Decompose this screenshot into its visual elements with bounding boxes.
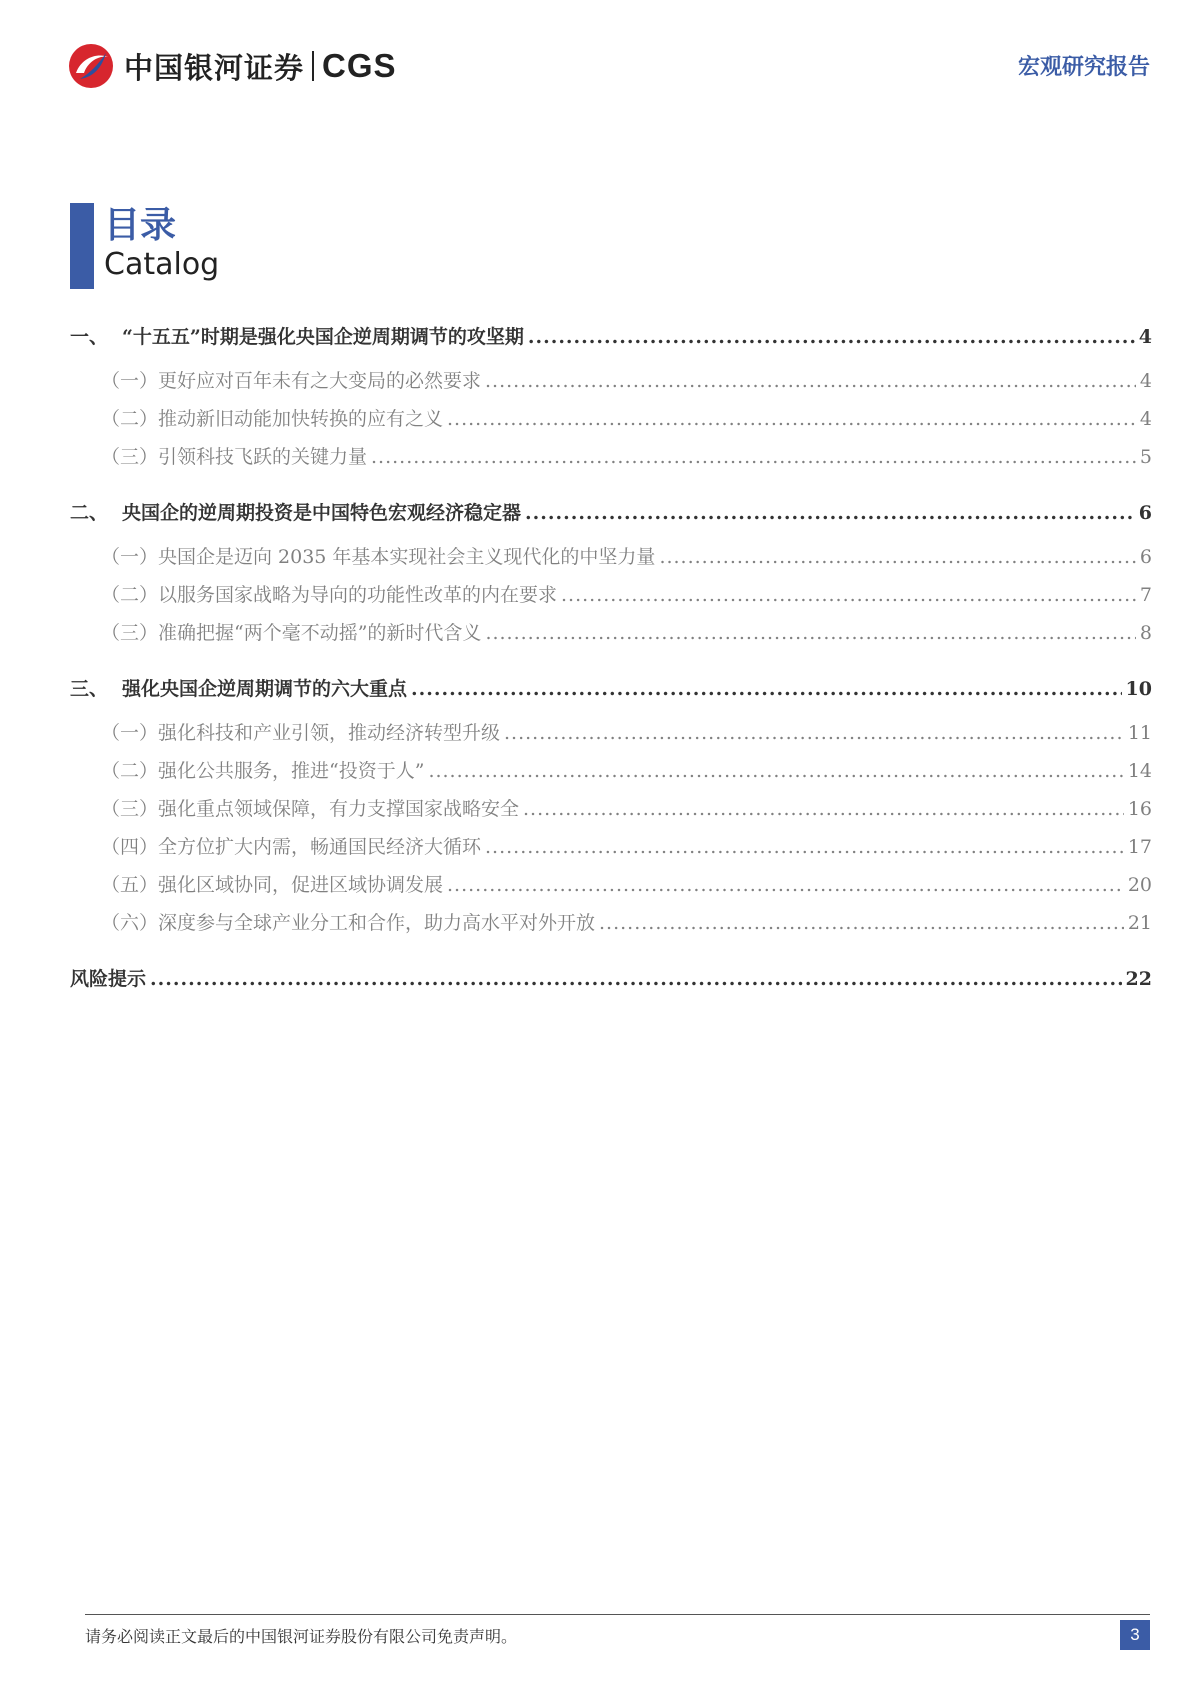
toc-leader-dots	[447, 400, 1136, 438]
toc-item[interactable]	[70, 866, 1152, 904]
toc-item-title: （一）更好应对百年未有之大变局的必然要求	[101, 370, 482, 392]
footer-divider	[85, 1614, 1150, 1615]
toc-leader-dots	[504, 714, 1124, 752]
toc-item-title: （一）央国企是迈向 2035 年基本实现社会主义现代化的中坚力量	[101, 546, 656, 568]
toc-item[interactable]	[70, 576, 1152, 614]
toc-item[interactable]	[70, 362, 1152, 400]
page-number-badge: 3	[1120, 1620, 1150, 1650]
logo-chinese-name: 中国银河证券	[124, 50, 305, 85]
logo-divider	[312, 51, 314, 81]
toc-item[interactable]	[70, 400, 1152, 438]
toc-item-title: （六）深度参与全球产业分工和合作，助力高水平对外开放	[101, 912, 596, 934]
toc-item-title: （五）强化区域协同，促进区域协调发展	[101, 874, 444, 896]
catalog-title-cn: 目录	[104, 204, 177, 246]
toc-leader-dots	[428, 752, 1123, 790]
toc-page-number: 5	[1139, 446, 1152, 468]
toc-item[interactable]	[70, 438, 1152, 476]
footer-disclaimer: 请务必阅读正文最后的中国银河证券股份有限公司免责声明。	[85, 1627, 518, 1646]
toc-page-number: 6	[1138, 502, 1152, 524]
toc-section-number: 一、	[70, 326, 109, 348]
company-logo	[68, 42, 397, 90]
toc-section-title: 强化央国企逆周期调节的六大重点	[122, 678, 408, 700]
toc-item-title: （二）以服务国家战略为导向的功能性改革的内在要求	[101, 584, 558, 606]
toc-leader-dots	[523, 790, 1124, 828]
toc-leader-dots	[371, 438, 1136, 476]
toc-leader-dots	[528, 312, 1135, 362]
cgs-logo-mark-icon	[68, 43, 114, 89]
toc-item-title: （三）准确把握“两个毫不动摇”的新时代含义	[101, 622, 482, 644]
toc-leader-dots	[659, 538, 1135, 576]
logo-english-name: CGS	[322, 47, 397, 84]
toc-item[interactable]	[70, 828, 1152, 866]
toc-leader-dots	[485, 362, 1136, 400]
toc-page-number: 22	[1125, 968, 1152, 990]
catalog-title-en: Catalog	[104, 247, 220, 282]
toc-item[interactable]	[70, 752, 1152, 790]
toc-leader-dots	[599, 904, 1124, 942]
toc-page-number: 17	[1127, 836, 1152, 858]
toc-item-title: （二）推动新旧动能加快转换的应有之义	[101, 408, 444, 430]
toc-leader-dots	[525, 488, 1135, 538]
toc-page-number: 4	[1139, 408, 1152, 430]
toc-item[interactable]	[70, 904, 1152, 942]
toc-item[interactable]	[70, 614, 1152, 652]
toc-leader-dots	[485, 614, 1135, 652]
toc-leader-dots	[561, 576, 1136, 614]
toc-section-title: 风险提示	[70, 968, 147, 990]
toc-leader-dots	[411, 664, 1122, 714]
toc-page-number: 20	[1127, 874, 1152, 896]
toc-leader-dots	[485, 828, 1124, 866]
toc-item[interactable]	[70, 790, 1152, 828]
toc-page-number: 10	[1125, 678, 1152, 700]
toc-item[interactable]	[70, 714, 1152, 752]
toc-section-title: “十五五”时期是强化央国企逆周期调节的攻坚期	[122, 326, 524, 348]
toc-page-number: 8	[1139, 622, 1152, 644]
toc-item-title: （三）引领科技飞跃的关键力量	[101, 446, 368, 468]
toc-section-risk[interactable]	[70, 954, 1152, 1004]
toc-item-title: （四）全方位扩大内需，畅通国民经济大循环	[101, 836, 482, 858]
toc-page-number: 11	[1127, 722, 1152, 744]
toc-page-number: 6	[1139, 546, 1152, 568]
toc-page-number: 4	[1139, 370, 1152, 392]
toc-section-title: 央国企的逆周期投资是中国特色宏观经济稳定器	[122, 502, 522, 524]
toc-page-number: 4	[1138, 326, 1152, 348]
toc-section-1[interactable]	[70, 312, 1152, 362]
toc-item-title: （二）强化公共服务，推进“投资于人”	[101, 760, 425, 782]
toc-item[interactable]	[70, 538, 1152, 576]
toc-page-number: 16	[1127, 798, 1152, 820]
toc-page-number: 21	[1127, 912, 1152, 934]
toc-item-title: （一）强化科技和产业引领，推动经济转型升级	[101, 722, 501, 744]
table-of-contents	[70, 312, 1152, 1004]
toc-section-number: 二、	[70, 502, 109, 524]
title-accent-bar	[70, 203, 94, 289]
toc-section-2[interactable]	[70, 488, 1152, 538]
toc-section-3[interactable]	[70, 664, 1152, 714]
toc-page-number: 7	[1139, 584, 1152, 606]
toc-leader-dots	[447, 866, 1124, 904]
toc-section-number: 三、	[70, 678, 109, 700]
toc-leader-dots	[150, 954, 1122, 1004]
report-type-label: 宏观研究报告	[1017, 54, 1150, 80]
toc-item-title: （三）强化重点领域保障，有力支撑国家战略安全	[101, 798, 520, 820]
page-header	[68, 42, 1150, 90]
toc-page-number: 14	[1127, 760, 1152, 782]
